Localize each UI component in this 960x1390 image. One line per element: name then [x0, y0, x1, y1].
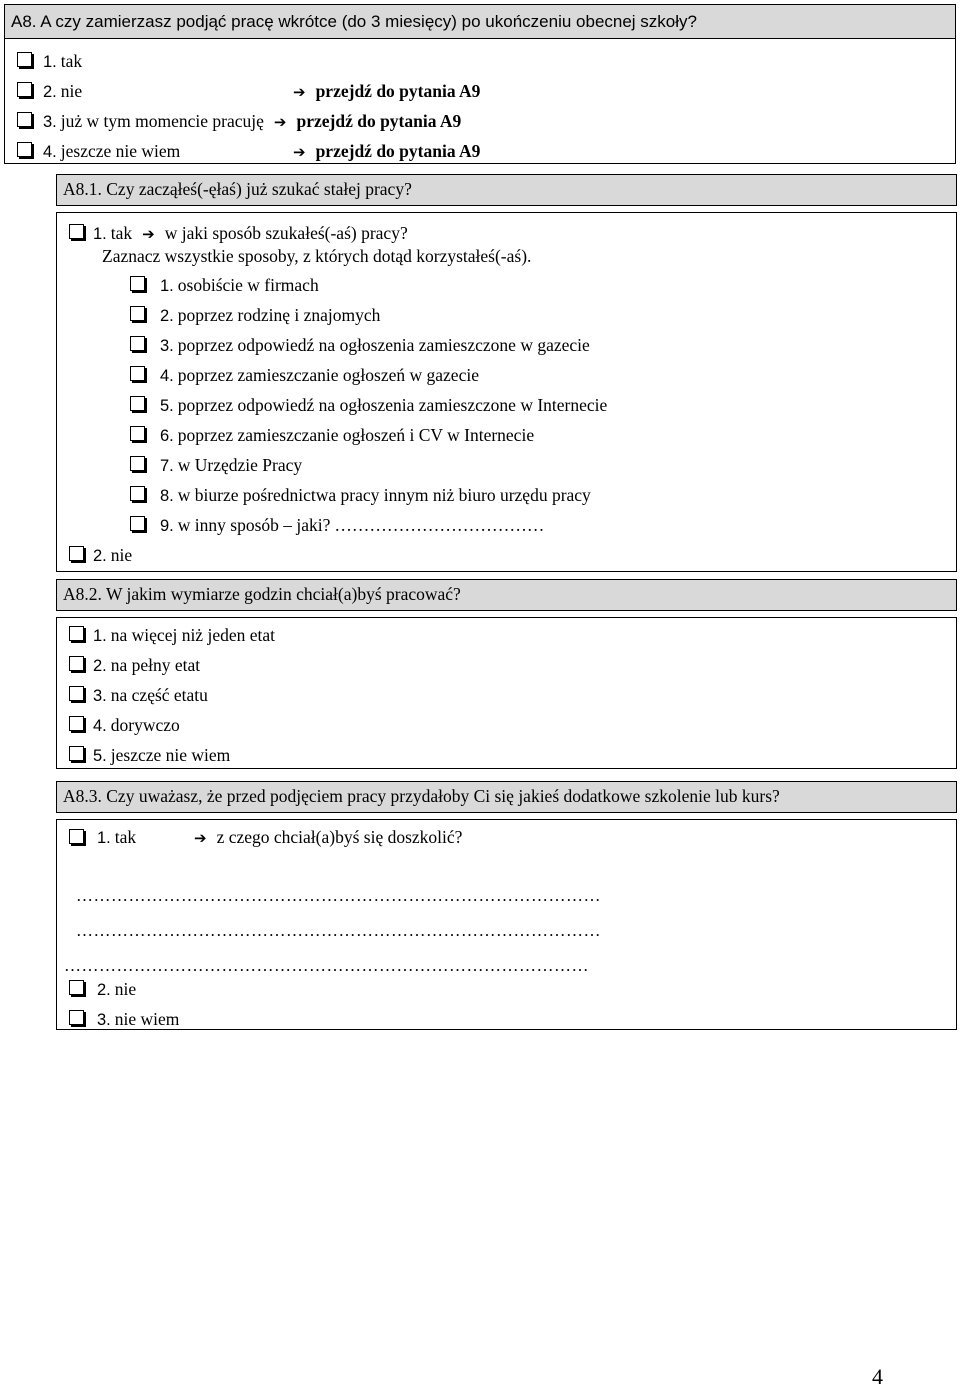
a8-3-option-2-checkbox[interactable] — [69, 980, 84, 995]
a8-1-sub-6-checkbox[interactable] — [130, 426, 145, 441]
a8-2-question-header — [56, 579, 957, 611]
a8-1-sub-5-checkbox[interactable] — [130, 396, 145, 411]
a8-2-option-2-checkbox[interactable] — [69, 656, 84, 671]
a8-option-3-checkbox[interactable] — [17, 112, 32, 127]
a8-option-2: 2. nie — [43, 81, 83, 101]
arrow-right-icon: ➔ — [142, 225, 155, 243]
a8-1-sub-1-checkbox[interactable] — [130, 276, 145, 291]
a8-3-option-1: 1. tak — [97, 827, 137, 847]
a8-1-option-1: 1. tak ➔ w jaki sposób szukałeś(-aś) pracy? — [93, 223, 408, 243]
a8-2-option-5-checkbox[interactable] — [69, 746, 84, 761]
a8-3-option-3-checkbox[interactable] — [69, 1010, 84, 1025]
a8-2-question-title: A8.2. W jakim wymiarze godzin chciał(a)byś pracować? — [63, 584, 461, 604]
a8-option-2-goto: ➔ przejdź do pytania A9 — [293, 81, 481, 101]
a8-3-option-2: 2. nie — [97, 979, 137, 999]
a8-option-3: 3. już w tym momencie pracuję ➔ przejdź do pytania A9 — [43, 111, 462, 131]
a8-1-sub-7-checkbox[interactable] — [130, 456, 145, 471]
a8-1-question-header — [56, 174, 957, 206]
a8-1-sub-2: 2. poprzez rodzinę i znajomych — [160, 305, 381, 325]
a8-1-sub-1: 1. osobiście w firmach — [160, 275, 319, 295]
a8-1-sub-3-checkbox[interactable] — [130, 336, 145, 351]
a8-2-option-2: 2. na pełny etat — [93, 655, 201, 675]
a8-2-option-1: 1. na więcej niż jeden etat — [93, 625, 275, 645]
a8-1-sub-8-checkbox[interactable] — [130, 486, 145, 501]
a8-3-option-1-checkbox[interactable] — [69, 829, 84, 844]
arrow-right-icon: ➔ — [293, 83, 306, 101]
a8-3-question-header — [56, 781, 957, 813]
a8-option-4: 4. jeszcze nie wiem — [43, 141, 181, 161]
a8-2-option-5: 5. jeszcze nie wiem — [93, 745, 231, 765]
a8-1-sub-2-checkbox[interactable] — [130, 306, 145, 321]
a8-1-option-2-checkbox[interactable] — [69, 546, 84, 561]
a8-1-sub-7: 7. w Urzędzie Pracy — [160, 455, 303, 475]
a8-1-sub-9-blank[interactable]: ……………………………… — [334, 515, 545, 535]
a8-1-instruction: Zaznacz wszystkie sposoby, z których dotąd korzystałeś(-aś). — [102, 246, 532, 266]
arrow-right-icon: ➔ — [293, 143, 306, 161]
a8-option-4-checkbox[interactable] — [17, 142, 32, 157]
a8-1-option-1-checkbox[interactable] — [69, 224, 84, 239]
a8-3-blank-line-1[interactable]: ……………………………………………………………………………… — [76, 886, 601, 905]
a8-option-1-checkbox[interactable] — [17, 52, 32, 67]
a8-2-option-3-checkbox[interactable] — [69, 686, 84, 701]
a8-question-title: A8. A czy zamierzasz podjąć pracę wkrótce (do 3 miesięcy) po ukończeniu obecnej szkoły? — [11, 12, 697, 31]
a8-option-2-checkbox[interactable] — [17, 82, 32, 97]
a8-3-option-1-followup: ➔ z czego chciał(a)byś się doszkolić? — [194, 827, 463, 847]
page-number: 4 — [872, 1364, 883, 1389]
a8-2-option-4-checkbox[interactable] — [69, 716, 84, 731]
a8-1-sub-5: 5. poprzez odpowiedź na ogłoszenia zamieszczone w Internecie — [160, 395, 608, 415]
a8-1-sub-3: 3. poprzez odpowiedź na ogłoszenia zamieszczone w gazecie — [160, 335, 590, 355]
a8-2-option-4: 4. dorywczo — [93, 715, 180, 735]
arrow-right-icon: ➔ — [194, 829, 207, 847]
a8-1-sub-6: 6. poprzez zamieszczanie ogłoszeń i CV w Internecie — [160, 425, 535, 445]
a8-1-sub-4: 4. poprzez zamieszczanie ogłoszeń w gazecie — [160, 365, 479, 385]
a8-3-option-3: 3. nie wiem — [97, 1009, 180, 1029]
a8-2-option-1-checkbox[interactable] — [69, 626, 84, 641]
a8-3-blank-line-2[interactable]: ……………………………………………………………………………… — [76, 921, 601, 940]
a8-1-question-title: A8.1. Czy zacząłeś(-ęłaś) już szukać stałej pracy? — [63, 179, 412, 199]
a8-1-sub-8: 8. w biurze pośrednictwa pracy innym niż biuro urzędu pracy — [160, 485, 591, 505]
a8-2-option-3: 3. na część etatu — [93, 685, 208, 705]
arrow-right-icon: ➔ — [273, 113, 287, 131]
a8-3-question-title: A8.3. Czy uważasz, że przed podjęciem pracy przydałoby Ci się jakieś dodatkowe szkolenie lub kurs? — [63, 786, 780, 806]
a8-option-1: 1. tak — [43, 51, 83, 71]
a8-3-blank-line-3[interactable]: ……………………………………………………………………………… — [64, 956, 589, 975]
a8-1-sub-4-checkbox[interactable] — [130, 366, 145, 381]
a8-1-sub-9: 9. w inny sposób – jaki? ……………………………… — [160, 515, 545, 535]
a8-1-option-2: 2. nie — [93, 545, 133, 565]
a8-question-header — [4, 4, 956, 39]
a8-1-sub-9-checkbox[interactable] — [130, 516, 145, 531]
a8-option-4-goto: ➔ przejdź do pytania A9 — [293, 141, 481, 161]
